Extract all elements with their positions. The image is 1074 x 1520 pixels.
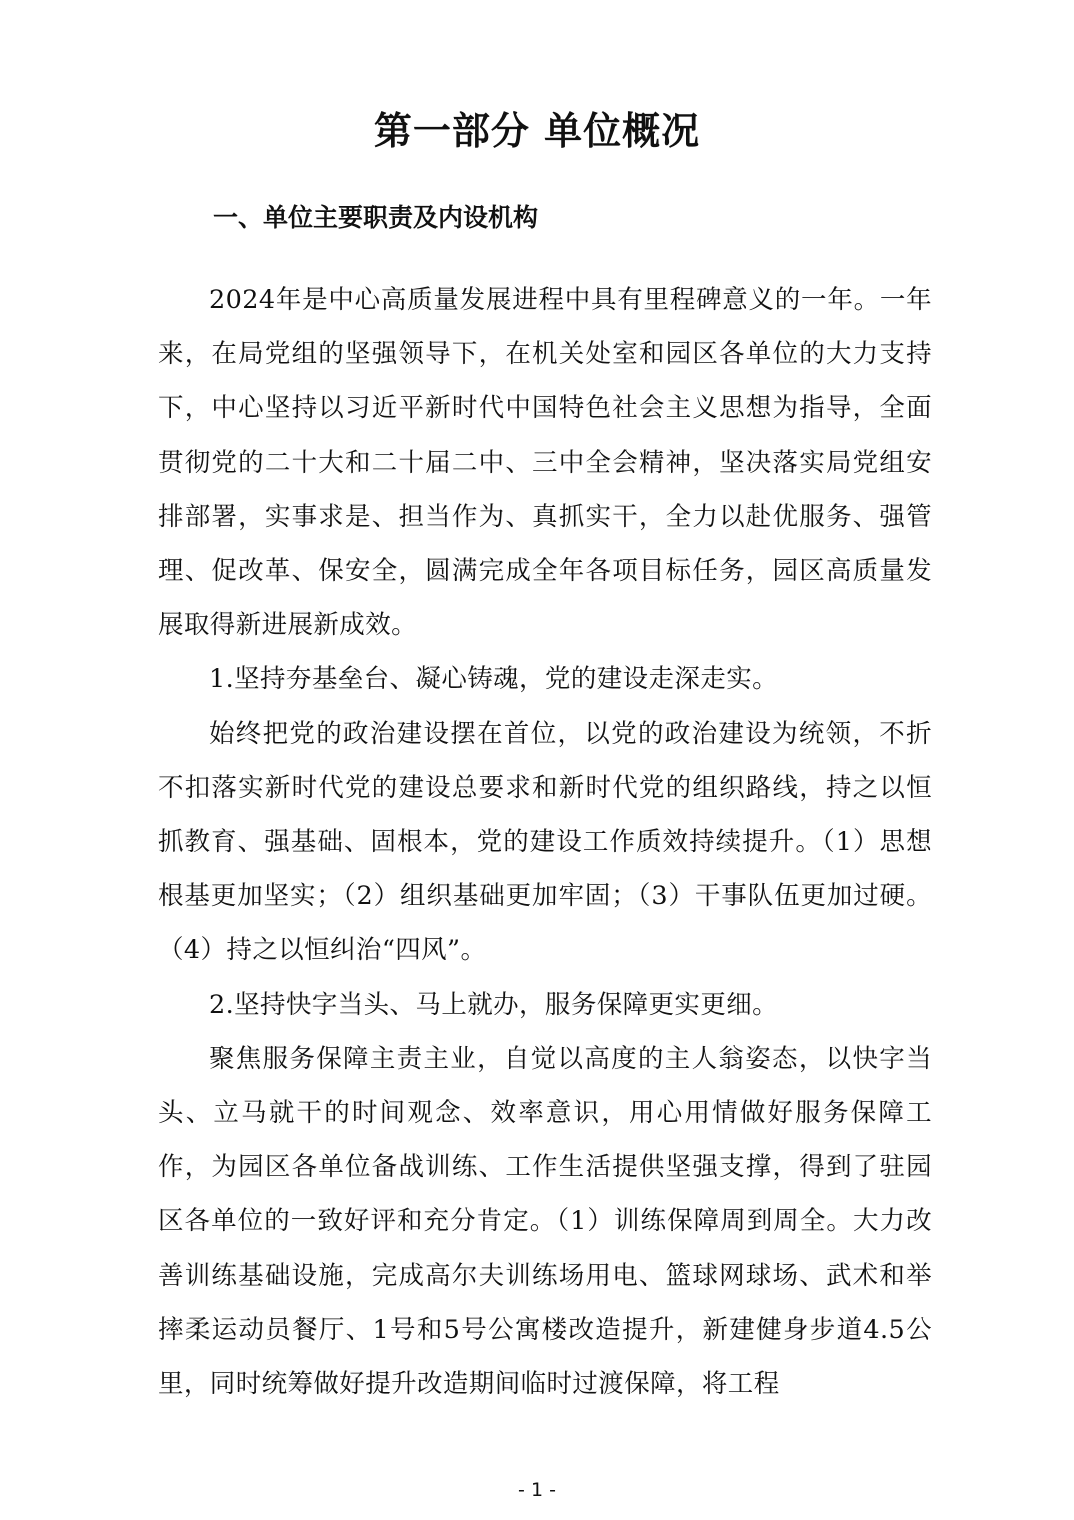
paragraph-service-support: 聚焦服务保障主责主业，自觉以高度的主人翁姿态，以快字当头、立马就干的时间观念、效率意识，用心用情做好服务保障工作，为园区各单位备战训练、工作生活提供坚强支撑，得到了驻园区各单位的一致好评和充分肯定。（1）训练保障周到周全。大力改善训练基础设施，完成高尔夫训练场用电、篮球网球场、武术和举摔柔运动员餐厅、1号和5号公寓楼改造提升，新建健身步道4.5公里，同时统筹做好提升改造期间临时过渡保障，将工程 (158, 1043, 932, 1400)
section-heading: 一、单位主要职责及内设机构 (213, 203, 539, 232)
body-text (158, 273, 932, 1411)
page-title: 第一部分 单位概况 (373, 108, 701, 153)
paragraph-overview: 2024年是中心高质量发展进程中具有里程碑意义的一年。一年来，在局党组的坚强领导下，在机关处室和园区各单位的大力支持下，中心坚持以习近平新时代中国特色社会主义思想为指导，全面贯彻党的二十大和二十届二中、三中全会精神，坚决落实局党组安排部署，实事求是、担当作为、真抓实干，全力以赴优服务、强管理、促改革、保安全，圆满完成全年各项目标任务，园区高质量发展取得新进展新成效。 (158, 285, 932, 641)
paragraph-item-2-heading: 2.坚持快字当头、马上就办，服务保障更实更细。 (209, 989, 779, 1020)
paragraph-party-building: 始终把党的政治建设摆在首位，以党的政治建设为统领，不折不扣落实新时代党的建设总要求和新时代党的组织路线，持之以恒抓教育、强基础、固根本，党的建设工作质效持续提升。（1）思想根基更加坚实；（2）组织基础更加牢固；（3）干事队伍更加过硬。（4）持之以恒纠治“四风”。 (158, 718, 932, 966)
page-number: - 1 - (518, 1479, 556, 1501)
paragraph-item-1-heading: 1.坚持夯基垒台、凝心铸魂，党的建设走深走实。 (209, 664, 779, 695)
